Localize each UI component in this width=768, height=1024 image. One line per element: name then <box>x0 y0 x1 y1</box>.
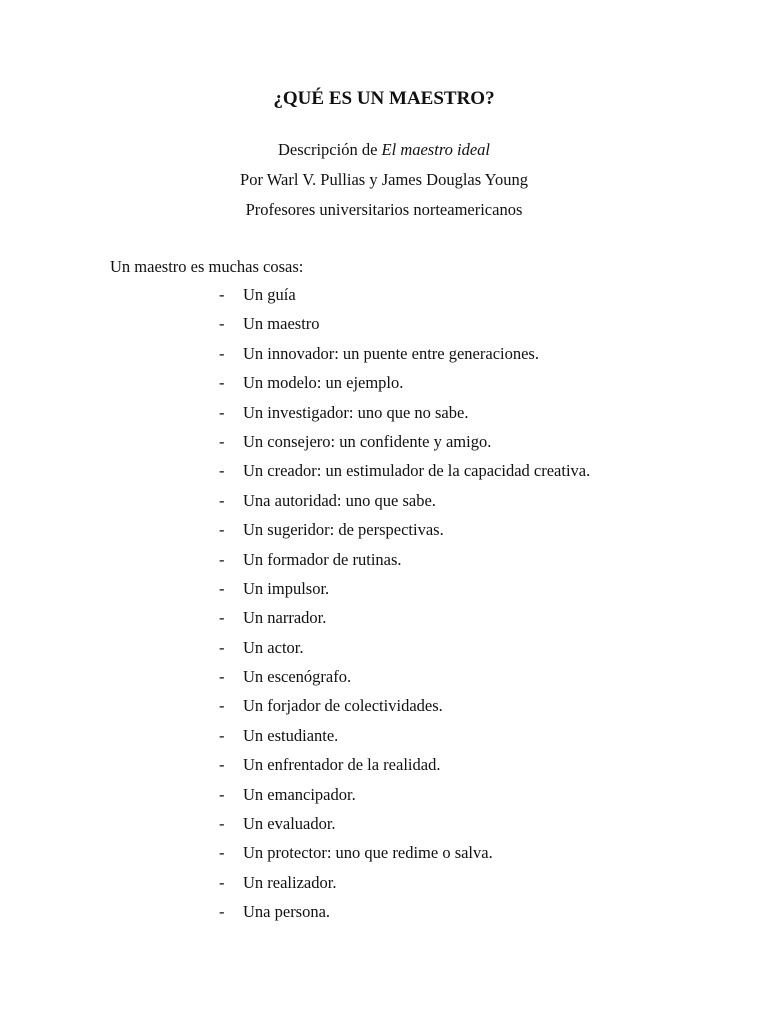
list-bullet-dash: - <box>219 872 225 892</box>
list-bullet-dash: - <box>219 608 225 628</box>
list-bullet-dash: - <box>219 402 225 422</box>
list-bullet-dash: - <box>219 637 225 657</box>
roles-list <box>0 280 768 927</box>
list-item <box>0 603 768 632</box>
list-item-text: Un guía <box>243 285 296 304</box>
list-bullet-dash: - <box>219 461 225 481</box>
description-line <box>0 135 768 165</box>
list-item-text: Un modelo: un ejemplo. <box>243 373 404 393</box>
list-bullet-dash: - <box>219 373 225 393</box>
list-item-text: Un sugeridor: de perspectivas. <box>243 520 444 540</box>
list-bullet-dash: - <box>219 314 225 334</box>
list-item <box>0 897 768 926</box>
list-item <box>0 868 768 897</box>
subtitle-block <box>0 135 768 225</box>
list-item-text: Un investigador: uno que no sabe. <box>243 402 469 422</box>
list-item <box>0 633 768 662</box>
list-item-text: Un evaluador. <box>243 814 336 834</box>
list-item <box>0 574 768 603</box>
list-item <box>0 427 768 456</box>
list-bullet-dash: - <box>219 431 225 451</box>
list-item <box>0 368 768 397</box>
list-item <box>0 780 768 809</box>
list-item-text: Un innovador: un puente entre generaciones. <box>243 343 539 363</box>
list-bullet-dash: - <box>219 814 225 834</box>
list-item-text: Una autoridad: uno que sabe. <box>243 490 436 510</box>
list-bullet-dash: - <box>219 549 225 569</box>
list-item-text: Un creador: un estimulador de la capacidad creativa. <box>243 461 591 481</box>
intro-text: Un maestro es muchas cosas: <box>110 257 304 276</box>
list-bullet-dash: - <box>219 755 225 775</box>
list-bullet-dash: - <box>219 343 225 363</box>
list-item-text: Un consejero: un confidente y amigo. <box>243 431 492 451</box>
list-bullet-dash: - <box>219 843 225 863</box>
page-title: ¿QUÉ ES UN MAESTRO? <box>273 88 495 109</box>
list-item <box>0 486 768 515</box>
list-bullet-dash: - <box>219 902 225 922</box>
list-item-text: Un enfrentador de la realidad. <box>243 755 441 775</box>
list-bullet-dash: - <box>219 725 225 745</box>
affiliation-line: Profesores universitarios norteamericanos <box>245 200 523 219</box>
list-item <box>0 691 768 720</box>
list-bullet-dash: - <box>219 667 225 687</box>
list-item <box>0 456 768 485</box>
list-item-text: Un impulsor. <box>243 578 330 598</box>
list-item-text: Una persona. <box>243 902 331 922</box>
authors-line: Por Warl V. Pullias y James Douglas Young <box>240 170 528 189</box>
list-item <box>0 750 768 779</box>
list-item <box>0 809 768 838</box>
list-bullet-dash: - <box>219 285 225 304</box>
list-item <box>0 339 768 368</box>
list-item-text: Un actor. <box>243 637 304 657</box>
list-bullet-dash: - <box>219 520 225 540</box>
list-item-text: Un protector: uno que redime o salva. <box>243 843 493 863</box>
list-bullet-dash: - <box>219 696 225 716</box>
list-bullet-dash: - <box>219 490 225 510</box>
list-item-text: Un maestro <box>243 314 320 334</box>
list-item-text: Un estudiante. <box>243 725 339 745</box>
list-item <box>0 721 768 750</box>
list-item <box>0 280 768 309</box>
list-item <box>0 545 768 574</box>
list-bullet-dash: - <box>219 578 225 598</box>
list-item <box>0 309 768 338</box>
list-item <box>0 838 768 867</box>
list-bullet-dash: - <box>219 784 225 804</box>
book-title: El maestro ideal <box>381 140 490 159</box>
list-item-text: Un emancipador. <box>243 784 356 804</box>
list-item-text: Un forjador de colectividades. <box>243 696 443 716</box>
list-item-text: Un narrador. <box>243 608 327 628</box>
list-item-text: Un realizador. <box>243 872 337 892</box>
list-item <box>0 515 768 544</box>
list-item-text: Un formador de rutinas. <box>243 549 402 569</box>
description-prefix: Descripción de <box>277 140 382 159</box>
list-item-text: Un escenógrafo. <box>243 667 352 687</box>
list-item <box>0 662 768 691</box>
list-item <box>0 398 768 427</box>
